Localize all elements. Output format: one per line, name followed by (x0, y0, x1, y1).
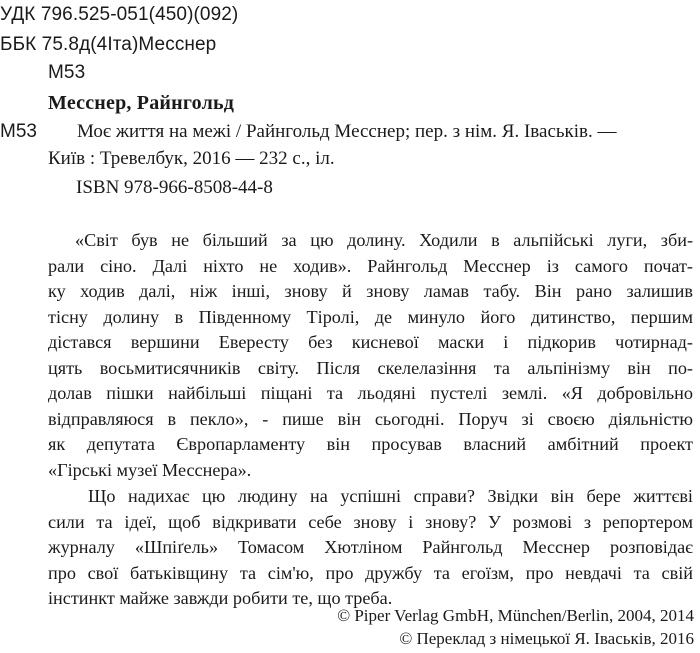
annotation-line: про свої батьківщину та сім'ю, про дружбу та егоїзм, про невдачі та свій (48, 563, 693, 583)
annotation-line: журналу «Шпіґель» Томасом Хютліном Райнгольд Месснер розповідає (48, 537, 693, 557)
annotation-line: інстинкт майже завжди робити те, що треба. (48, 588, 393, 608)
copyright-original: © Piper Verlag GmbH, München/Berlin, 2004, 2014 (337, 606, 694, 625)
annotation-line: долав пішки найбільші піщані та льодяні пустелі землі. «Я добровільно (48, 383, 693, 403)
isbn: ISBN 978-966-8508-44-8 (76, 177, 273, 198)
annotation-line: «Світ був не більший за цю долину. Ходили в альпійські луги, зби- (75, 230, 693, 250)
annotation-line: «Гірські музеї Месснера». (48, 460, 252, 480)
author-mark: М53 (48, 62, 86, 83)
title-line-1: Моє життя на межі / Райнгольд Месснер; пер. з нім. Я. Іваськів. — (77, 121, 617, 142)
annotation-line: дістався вершини Евересту без кисневої маски і підкорив чотирнад- (48, 332, 693, 352)
annotation-line: як депутата Європарламенту він просував власний амбітний проект (48, 434, 693, 454)
annotation-line: тісну долину в Південному Тіролі, де минуло його дитинство, першим (48, 307, 693, 327)
bbk-code: ББК 75.8д(4Іта)Месснер (0, 34, 217, 55)
annotation-line: ку ходив далі, ніж інші, знову й знову ламав табу. Він рано залишив (48, 281, 693, 301)
entry-mark: М53 (0, 121, 37, 142)
author-heading: Месснер, Райнгольд (48, 92, 235, 114)
annotation-line: Що надихає цю людину на успішні справи? Звідки він бере життєві (88, 486, 693, 506)
annotation-line: рали сіно. Далі ніхто не ходив». Райнгольд Месснер із самого почат- (48, 256, 693, 276)
title-line-2: Київ : Тревелбук, 2016 — 232 с., іл. (48, 148, 335, 169)
annotation-line: сили та ідеї, щоб відкривати себе знову і знову? У розмові з репортером (48, 512, 693, 532)
annotation-line: цять восьмитисячників світу. Після скелелазіння та альпінізму він по- (48, 358, 693, 378)
annotation-line: відправляюся в пекло», - пише він сьогодні. Поруч зі своєю діяльністю (48, 409, 693, 429)
udk-code: УДК 796.525-051(450)(092) (0, 4, 239, 25)
copyright-translation: © Переклад з німецької Я. Іваськів, 2016 (399, 629, 694, 648)
